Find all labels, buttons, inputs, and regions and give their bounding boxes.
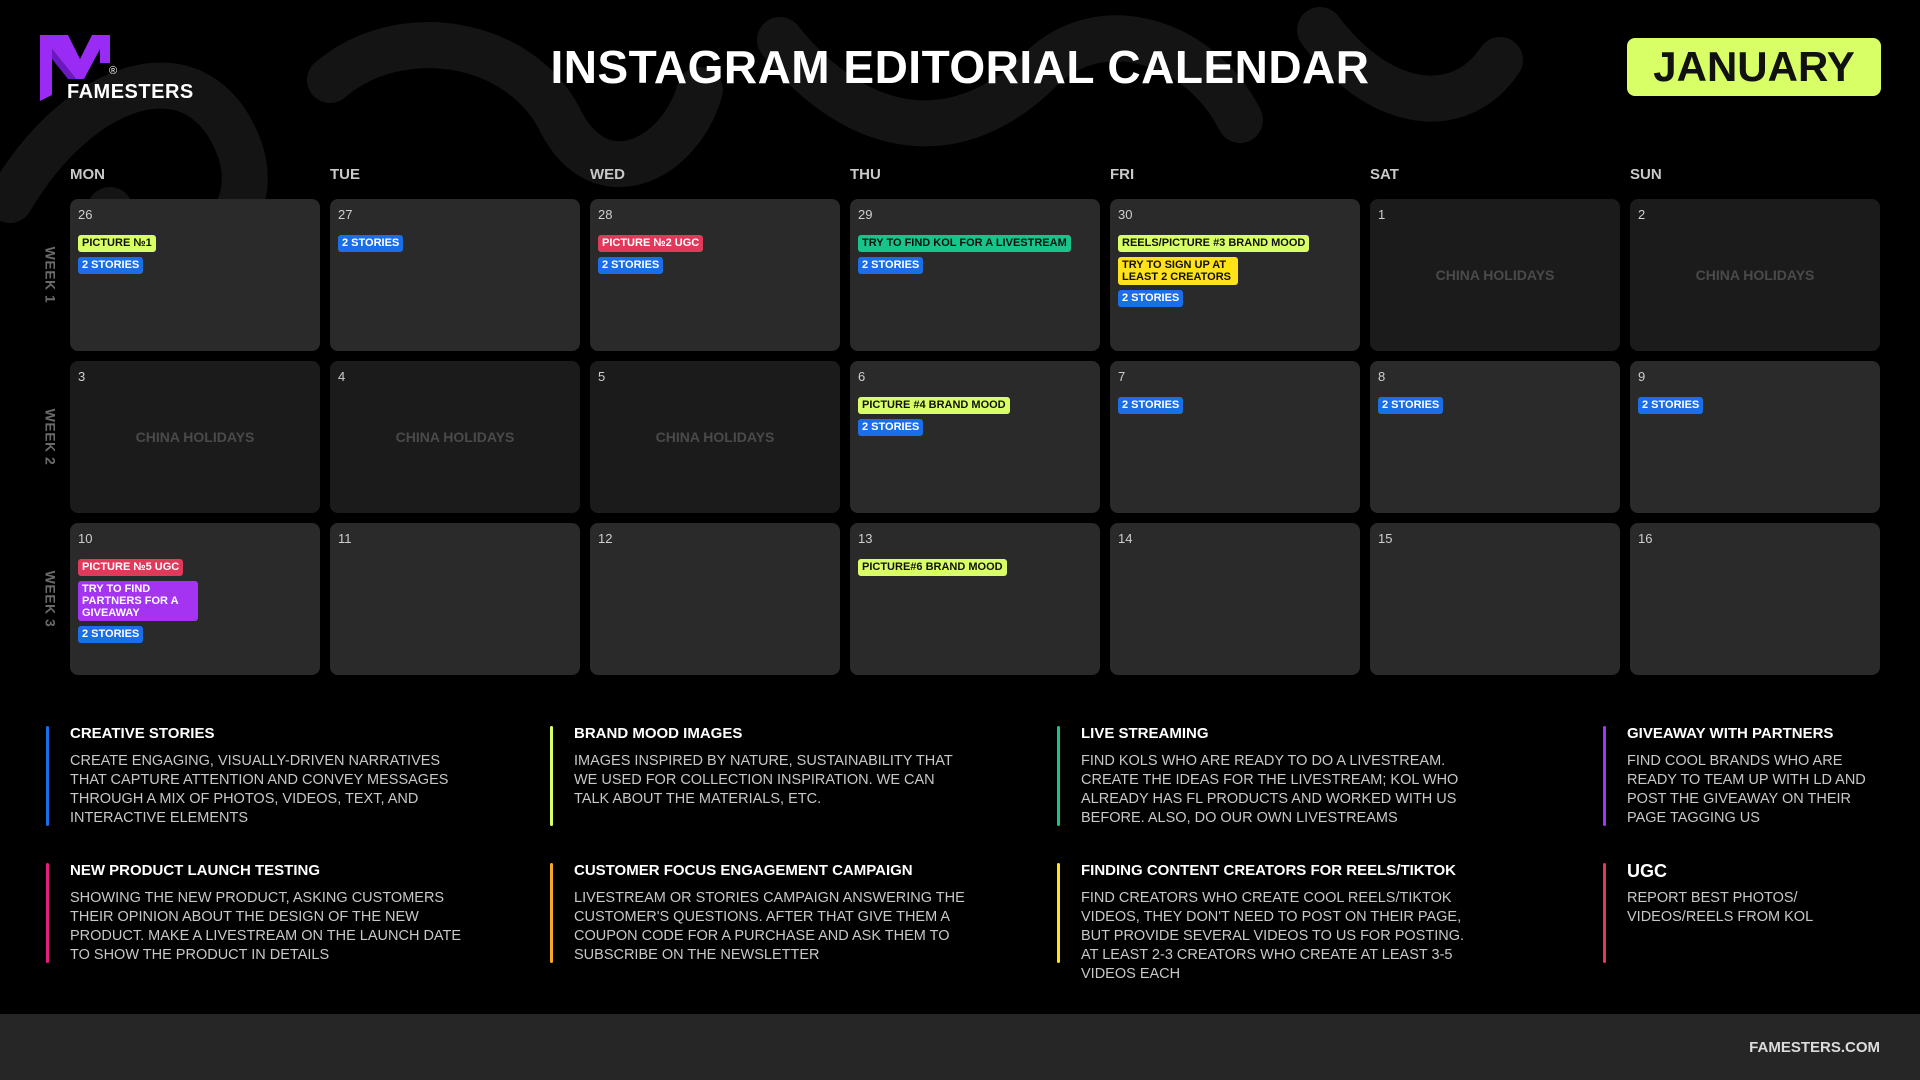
- day-number: 15: [1378, 531, 1393, 546]
- calendar-day-cell[interactable]: [590, 361, 840, 513]
- page-title: INSTAGRAM EDITORIAL CALENDAR: [550, 41, 1370, 93]
- legend-color-bar: [550, 726, 553, 826]
- calendar-day-cell[interactable]: [850, 523, 1100, 675]
- event-tag[interactable]: PICTURE №2 UGC: [598, 235, 703, 252]
- event-tag[interactable]: PICTURE №1: [78, 235, 156, 252]
- legend-item: [46, 863, 466, 965]
- day-number: 13: [858, 531, 873, 546]
- day-number: 9: [1638, 369, 1646, 384]
- week-label: [24, 523, 76, 675]
- day-number: 11: [338, 531, 352, 546]
- day-header-tue: TUE: [330, 166, 360, 183]
- event-tag-list: [858, 235, 1071, 274]
- footer-site-link[interactable]: FAMESTERS.COM: [1749, 1039, 1880, 1056]
- event-tag-list: [1378, 397, 1443, 414]
- holiday-label: CHINA HOLIDAYS: [1435, 267, 1555, 283]
- event-tag[interactable]: 2 STORIES: [78, 626, 143, 643]
- event-tag-list: [78, 235, 156, 274]
- event-tag-list: [1118, 397, 1183, 414]
- calendar-day-cell[interactable]: [1370, 523, 1620, 675]
- event-tag[interactable]: 2 STORIES: [858, 419, 923, 436]
- day-number: 1: [1378, 207, 1386, 222]
- legend-color-bar: [46, 726, 49, 826]
- week-label-text: WEEK 3: [42, 570, 58, 628]
- day-number: 26: [78, 207, 93, 222]
- day-header-fri: FRI: [1110, 166, 1135, 183]
- day-number: 27: [338, 207, 353, 222]
- legend-title: CREATIVE STORIES: [70, 725, 215, 742]
- event-tag[interactable]: 2 STORIES: [858, 257, 923, 274]
- calendar-day-cell[interactable]: [1110, 361, 1360, 513]
- event-tag-list: [338, 235, 403, 252]
- event-tag[interactable]: PICTURE #4 BRAND MOOD: [858, 397, 1010, 414]
- week-label: [24, 199, 76, 351]
- month-badge: JANUARY: [1627, 38, 1881, 96]
- legend-title: BRAND MOOD IMAGES: [574, 725, 743, 742]
- legend-title: GIVEAWAY WITH PARTNERS: [1627, 725, 1834, 742]
- legend-color-bar: [1057, 863, 1060, 963]
- event-tag[interactable]: PICTURE#6 BRAND MOOD: [858, 559, 1007, 576]
- event-tag[interactable]: 2 STORIES: [1638, 397, 1703, 414]
- day-header-sun: SUN: [1630, 166, 1662, 183]
- event-tag[interactable]: 2 STORIES: [598, 257, 663, 274]
- legend-description: IMAGES INSPIRED BY NATURE, SUSTAINABILITY THAT WE USED FOR COLLECTION INSPIRATION. WE CAN TALK ABOUT THE MATERIALS, ETC.: [574, 753, 953, 807]
- holiday-label: CHINA HOLIDAYS: [655, 429, 775, 445]
- event-tag-list: [1118, 235, 1309, 307]
- event-tag[interactable]: 2 STORIES: [78, 257, 143, 274]
- day-header-wed: WED: [590, 166, 625, 183]
- event-tag[interactable]: TRY TO FIND PARTNERS FOR A GIVEAWAY: [78, 581, 198, 621]
- week-label-text: WEEK 2: [42, 408, 58, 466]
- calendar-day-cell[interactable]: [1370, 361, 1620, 513]
- calendar-day-cell[interactable]: [330, 199, 580, 351]
- day-header-thu: THU: [850, 166, 881, 183]
- calendar-day-cell[interactable]: [70, 199, 320, 351]
- legend-description: FIND CREATORS WHO CREATE COOL REELS/TIKTOK VIDEOS, THEY DON'T NEED TO POST ON THEIR PAGE, BUT PROVIDE SEVERAL VIDEOS TO US FOR POSTING. AT LEAST 2-3 CREATORS WHO CREATE AT LEAST 3-5 VIDEOS EACH: [1081, 890, 1464, 982]
- event-tag[interactable]: 2 STORIES: [1118, 397, 1183, 414]
- calendar-day-cell[interactable]: [1110, 199, 1360, 351]
- legend-color-bar: [1603, 863, 1606, 963]
- legend-item: [1057, 863, 1477, 984]
- registered-mark: ®: [109, 65, 118, 77]
- event-tag-list: [858, 397, 1010, 436]
- legend-description: FIND KOLS WHO ARE READY TO DO A LIVESTREAM. CREATE THE IDEAS FOR THE LIVESTREAM; KOL WHO ALREADY HAS FL PRODUCTS AND WORKED WITH US BEFORE. ALSO, DO OUR OWN LIVESTREAMS: [1081, 753, 1459, 826]
- legend-item: [550, 863, 970, 965]
- calendar-day-cell[interactable]: [850, 199, 1100, 351]
- calendar-day-cell[interactable]: [1110, 523, 1360, 675]
- event-tag-list: [858, 559, 1007, 576]
- legend-item: [1603, 726, 1878, 828]
- calendar-day-cell[interactable]: [850, 361, 1100, 513]
- brand-name: FAMESTERS: [67, 81, 194, 103]
- calendar-day-cell[interactable]: [1370, 199, 1620, 351]
- legend-item: [1057, 726, 1477, 828]
- week-label-text: WEEK 1: [42, 246, 58, 304]
- day-number: 10: [78, 531, 93, 546]
- event-tag[interactable]: TRY TO SIGN UP AT LEAST 2 CREATORS: [1118, 257, 1238, 285]
- legend-title: NEW PRODUCT LAUNCH TESTING: [70, 862, 320, 879]
- day-number: 30: [1118, 207, 1133, 222]
- legend-item: [1603, 863, 1878, 927]
- event-tag[interactable]: 2 STORIES: [1378, 397, 1443, 414]
- day-number: 8: [1378, 369, 1386, 384]
- calendar-day-cell[interactable]: [1630, 199, 1880, 351]
- legend-description: REPORT BEST PHOTOS/ VIDEOS/REELS FROM KOL: [1627, 890, 1814, 925]
- legend-description: CREATE ENGAGING, VISUALLY-DRIVEN NARRATIVES THAT CAPTURE ATTENTION AND CONVEY MESSAGES THROUGH A MIX OF PHOTOS, VIDEOS, TEXT, AND INTERACTIVE ELEMENTS: [70, 753, 449, 826]
- legend-item: [46, 726, 466, 828]
- day-number: 6: [858, 369, 866, 384]
- holiday-label: CHINA HOLIDAYS: [1695, 267, 1815, 283]
- calendar-day-cell[interactable]: [1630, 361, 1880, 513]
- event-tag[interactable]: 2 STORIES: [1118, 290, 1183, 307]
- legend-item: [550, 726, 970, 809]
- holiday-label: CHINA HOLIDAYS: [395, 429, 515, 445]
- legend-title: CUSTOMER FOCUS ENGAGEMENT CAMPAIGN: [574, 862, 913, 879]
- week-label: [24, 361, 76, 513]
- event-tag[interactable]: 2 STORIES: [338, 235, 403, 252]
- event-tag-list: [1638, 397, 1703, 414]
- day-header-mon: MON: [70, 166, 105, 183]
- calendar-day-cell[interactable]: [330, 523, 580, 675]
- legend-description: LIVESTREAM OR STORIES CAMPAIGN ANSWERING THE CUSTOMER'S QUESTIONS. AFTER THAT GIVE THEM A COUPON CODE FOR A PURCHASE AND ASK THEM TO SUBSCRIBE ON THE NEWSLETTER: [574, 890, 965, 963]
- event-tag-list: [78, 559, 198, 643]
- legend-description: FIND COOL BRANDS WHO ARE READY TO TEAM UP WITH LD AND POST THE GIVEAWAY ON THEIR PAGE TAGGING US: [1627, 753, 1866, 826]
- calendar-day-cell[interactable]: [590, 199, 840, 351]
- day-number: 4: [338, 369, 346, 384]
- day-number: 3: [78, 369, 86, 384]
- day-number: 2: [1638, 207, 1646, 222]
- day-header-sat: SAT: [1370, 166, 1399, 183]
- holiday-label: CHINA HOLIDAYS: [135, 429, 255, 445]
- calendar-day-cell[interactable]: [70, 523, 320, 675]
- calendar-day-cell[interactable]: [590, 523, 840, 675]
- day-number: 5: [598, 369, 606, 384]
- legend-title: FINDING CONTENT CREATORS FOR REELS/TIKTOK: [1081, 862, 1457, 879]
- calendar-day-cell[interactable]: [1630, 523, 1880, 675]
- legend-title: UGC: [1627, 861, 1667, 881]
- event-tag[interactable]: REELS/PICTURE #3 BRAND MOOD: [1118, 235, 1309, 252]
- day-number: 14: [1118, 531, 1133, 546]
- legend-color-bar: [46, 863, 49, 963]
- event-tag[interactable]: PICTURE №5 UGC: [78, 559, 183, 576]
- calendar-day-cell[interactable]: [70, 361, 320, 513]
- footer: [0, 1014, 1920, 1080]
- legend-color-bar: [550, 863, 553, 963]
- day-number: 7: [1118, 369, 1126, 384]
- legend-description: SHOWING THE NEW PRODUCT, ASKING CUSTOMERS THEIR OPINION ABOUT THE DESIGN OF THE NEW PRODUCT. MAKE A LIVESTREAM ON THE LAUNCH DATE TO SHOW THE PRODUCT IN DETAILS: [70, 890, 462, 963]
- legend-title: LIVE STREAMING: [1081, 725, 1209, 742]
- day-number: 12: [598, 531, 613, 546]
- legend-color-bar: [1057, 726, 1060, 826]
- event-tag-list: [598, 235, 703, 274]
- day-number: 29: [858, 207, 873, 222]
- legend-color-bar: [1603, 726, 1606, 826]
- event-tag[interactable]: TRY TO FIND KOL FOR A LIVESTREAM: [858, 235, 1071, 252]
- day-number: 16: [1638, 531, 1653, 546]
- calendar-day-cell[interactable]: [330, 361, 580, 513]
- day-number: 28: [598, 207, 613, 222]
